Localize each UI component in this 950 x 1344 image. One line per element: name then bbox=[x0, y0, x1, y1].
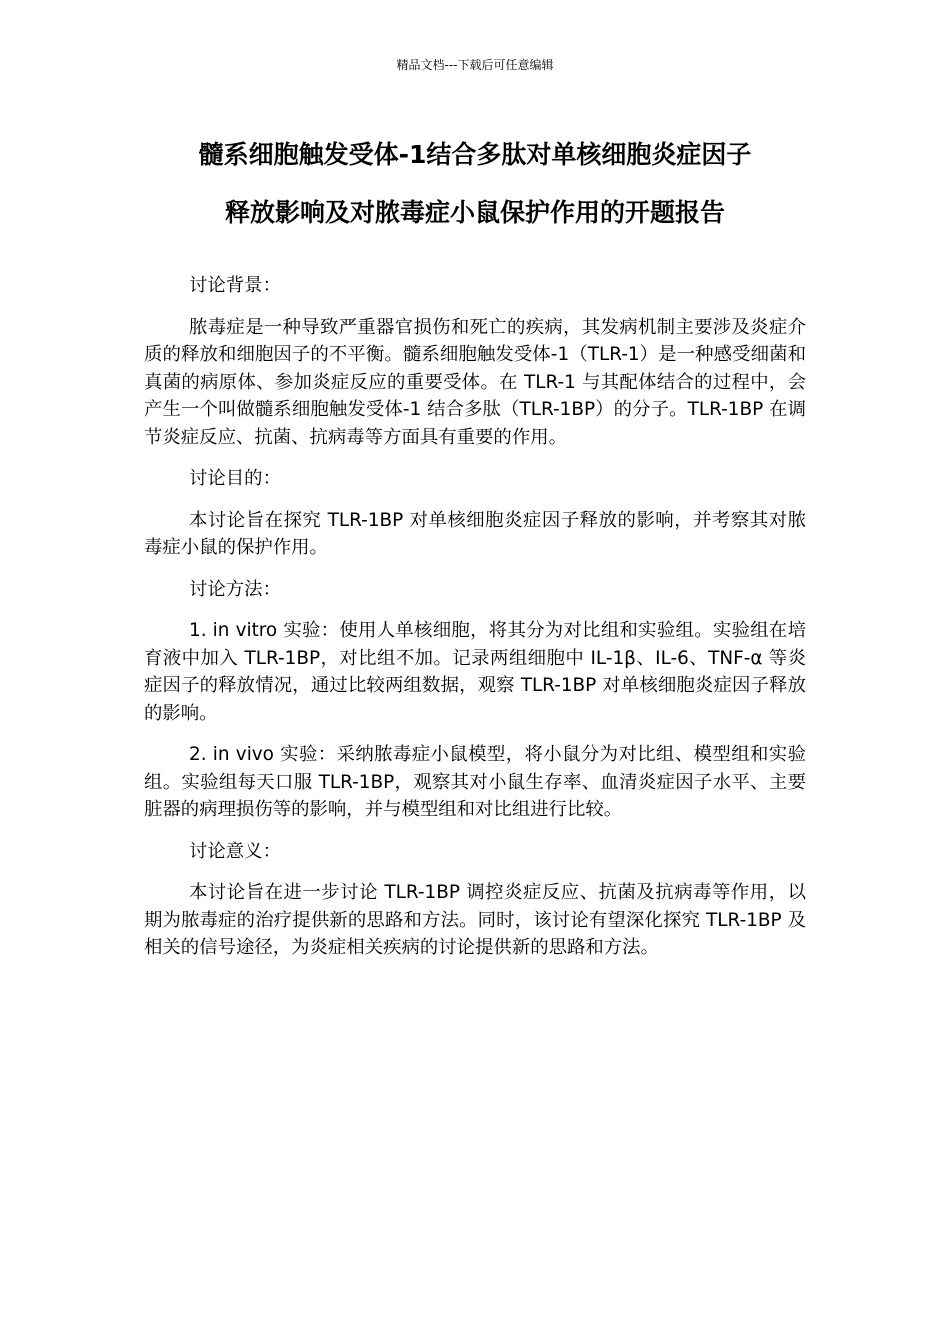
section-heading-methods: 讨论方法： bbox=[189, 578, 281, 600]
section-heading-significance: 讨论意义： bbox=[189, 840, 281, 862]
document-body bbox=[144, 272, 806, 976]
paragraph-method-in-vivo: 2. in vivo 实验：采纳脓毒症小鼠模型，将小鼠分为对比组、模型组和实验组。实验组每天口服 TLR-1BP，观察其对小鼠生存率、血清炎症因子水平、主要脏器的病理损伤等的影响，并与模型组和对比组进行比较。 bbox=[144, 744, 806, 820]
document-title-line-2: 释放影响及对脓毒症小鼠保护作用的开题报告 bbox=[224, 198, 725, 227]
paragraph-method-in-vitro: 1. in vitro 实验：使用人单核细胞，将其分为对比组和实验组。实验组在培育液中加入 TLR-1BP，对比组不加。记录两组细胞中 IL-1β、IL-6、TNF-α 等炎症因子的释放情况，通过比较两组数据，观察 TLR-1BP 对单核细胞炎症因子释放的影响。 bbox=[144, 620, 806, 724]
paragraph-purpose: 本讨论旨在探究 TLR-1BP 对单核细胞炎症因子释放的影响，并考察其对脓毒症小鼠的保护作用。 bbox=[144, 509, 806, 558]
paragraph-background: 脓毒症是一种导致严重器官损伤和死亡的疾病，其发病机制主要涉及炎症介质的释放和细胞因子的不平衡。髓系细胞触发受体-1（TLR-1）是一种感受细菌和真菌的病原体、参加炎症反应的重要受体。在 TLR-1 与其配体结合的过程中，会产生一个叫做髓系细胞触发受体-1 结合多肽（TLR-1BP）的分子。TLR-1BP 在调节炎症反应、抗菌、抗病毒等方面具有重要的作用。 bbox=[144, 316, 806, 448]
paragraph-significance: 本讨论旨在进一步讨论 TLR-1BP 调控炎症反应、抗菌及抗病毒等作用，以期为脓毒症的治疗提供新的思路和方法。同时，该讨论有望深化探究 TLR-1BP 及相关的信号途径，为炎症相关疾病的讨论提供新的思路和方法。 bbox=[144, 882, 806, 958]
header-note: 精品文档---下载后可任意编辑 bbox=[396, 58, 554, 72]
document-title-line-1: 髓系细胞触发受体-1结合多肽对单核细胞炎症因子 bbox=[198, 140, 752, 169]
section-heading-purpose: 讨论目的： bbox=[189, 468, 281, 489]
section-heading-background: 讨论背景： bbox=[189, 275, 281, 296]
